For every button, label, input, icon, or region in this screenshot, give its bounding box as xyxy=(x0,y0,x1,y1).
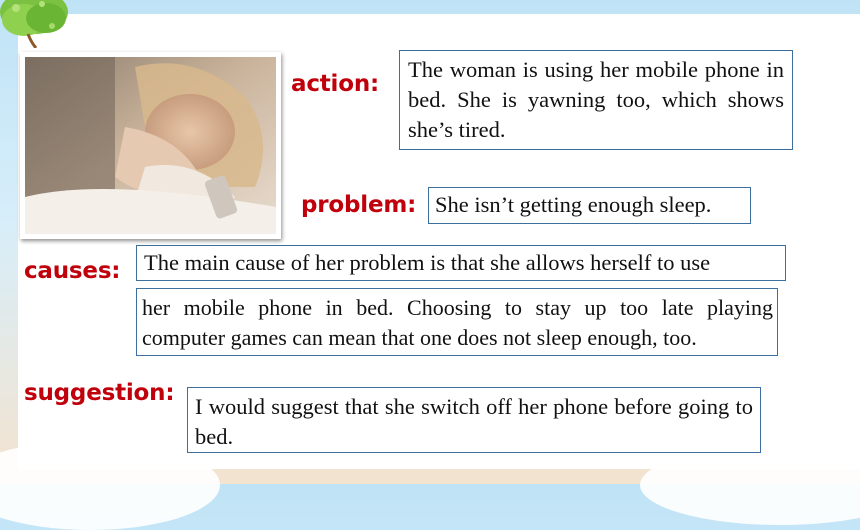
causes-text-box-2: her mobile phone in bed. Choosing to stay up too late playing computer games can mean that one does not sleep enough, too. xyxy=(136,288,778,356)
problem-text-box: She isn’t getting enough sleep. xyxy=(428,187,751,224)
action-label: action: xyxy=(291,71,380,97)
tired-woman-photo xyxy=(20,52,281,239)
action-text-box: The woman is using her mobile phone in bed. She is yawning too, which shows she’s tired. xyxy=(399,50,793,150)
suggestion-label: suggestion: xyxy=(24,380,175,406)
leaf-decoration-icon xyxy=(0,0,74,48)
suggestion-text-box: I would suggest that she switch off her phone before going to bed. xyxy=(187,387,761,453)
problem-label: problem: xyxy=(301,192,417,218)
causes-label: causes: xyxy=(24,258,121,284)
causes-text-box-1: The main cause of her problem is that she allows herself to use xyxy=(136,245,786,281)
photo-image-icon xyxy=(25,57,276,234)
